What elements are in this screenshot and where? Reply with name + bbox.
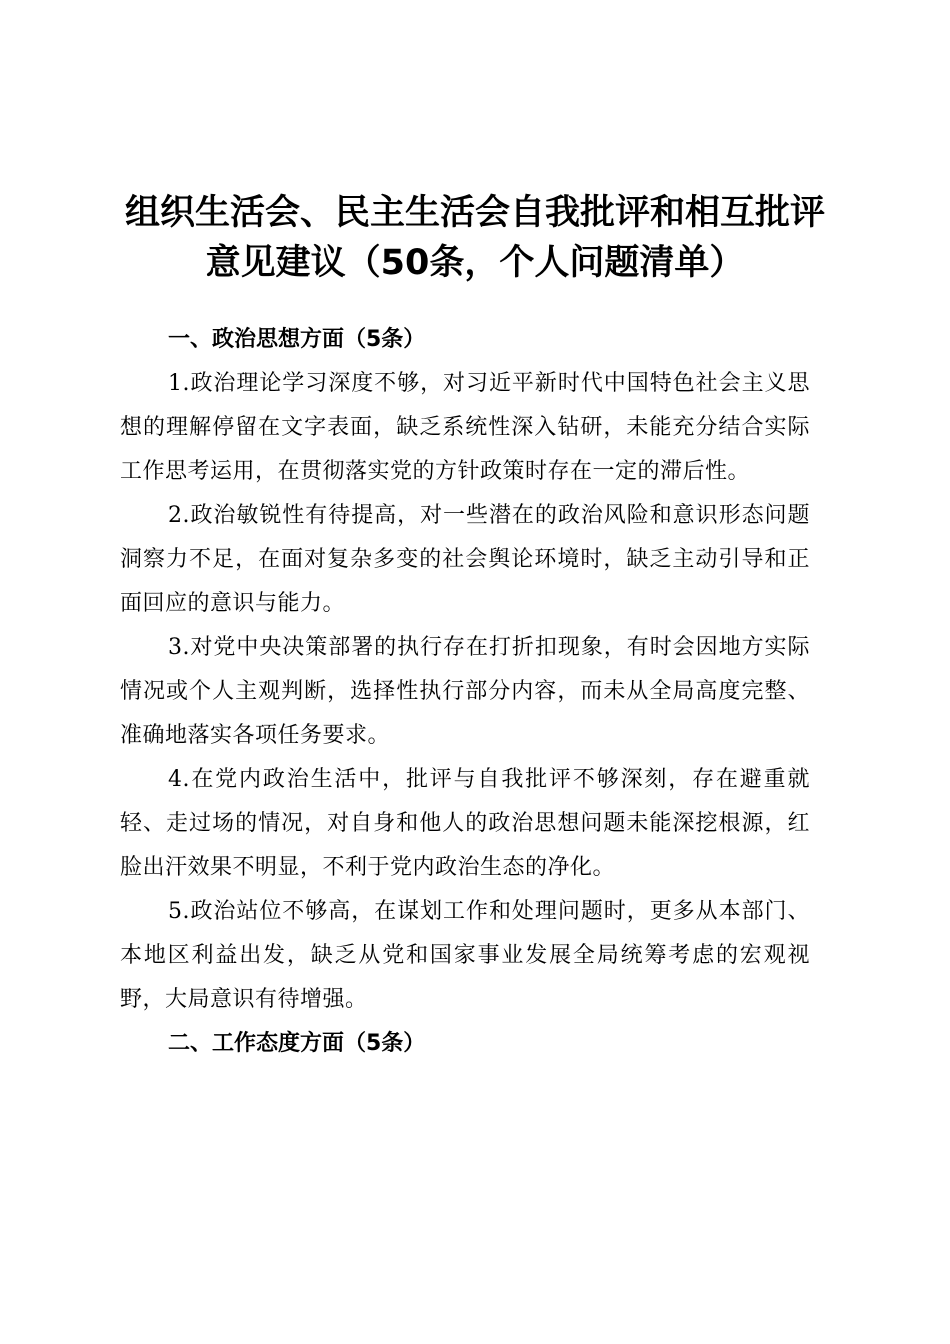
list-item: 2.政治敏锐性有待提高，对一些潜在的政治风险和意识形态问题洞察力不足，在面对复杂多变的社会舆论环境时，缺乏主动引导和正面回应的意识与能力。 <box>120 503 810 616</box>
title-line-2: 意见建议（50条，个人问题清单） <box>205 243 745 283</box>
list-item: 3.对党中央决策部署的执行存在打折扣现象，有时会因地方实际情况或个人主观判断，选择性执行部分内容，而未从全局高度完整、准确地落实各项任务要求。 <box>120 635 810 748</box>
section-heading-work-attitude: 二、工作态度方面（5条） <box>168 1031 426 1056</box>
list-item: 4.在党内政治生活中，批评与自我批评不够深刻，存在避重就轻、走过场的情况，对自身和他人的政治思想问题未能深挖根源，红脸出汗效果不明显，不利于党内政治生态的净化。 <box>120 767 810 880</box>
title-line-1: 组织生活会、民主生活会自我批评和相互批评 <box>124 193 825 233</box>
list-item: 1.政治理论学习深度不够，对习近平新时代中国特色社会主义思想的理解停留在文字表面，缺乏系统性深入钻研，未能充分结合实际工作思考运用，在贯彻落实党的方针政策时存在一定的滞后性。 <box>120 371 810 484</box>
document-title <box>100 188 850 288</box>
document-body <box>120 318 810 1066</box>
list-item: 5.政治站位不够高，在谋划工作和处理问题时，更多从本部门、本地区利益出发，缺乏从党和国家事业发展全局统筹考虑的宏观视野，大局意识有待增强。 <box>120 899 810 1012</box>
section-heading-political: 一、政治思想方面（5条） <box>168 327 426 352</box>
